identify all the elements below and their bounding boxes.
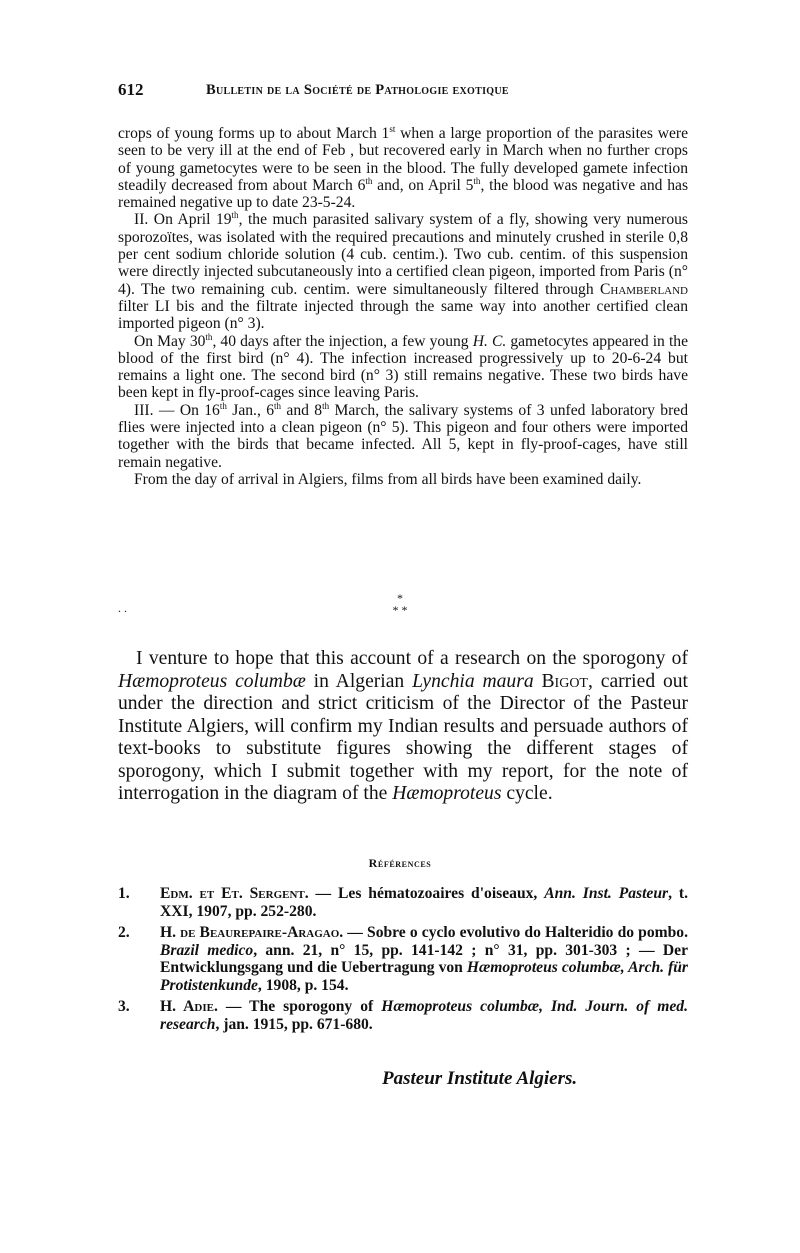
text-run: crops of young forms up to about March 1: [118, 125, 390, 142]
text-run: On May 30: [134, 332, 206, 350]
superscript: st: [389, 124, 396, 134]
section-separator: [0, 592, 800, 616]
text-run: cycle.: [501, 783, 553, 804]
text-run: , the blood was negative and has remained negative up to date 23-5-24.: [118, 176, 689, 212]
reference-text: — Les hématozoaires d'oiseaux,: [308, 885, 545, 902]
text-run: III. — On 16: [134, 401, 220, 419]
reference-journal: Brazil medico: [160, 941, 254, 959]
text-run: gametocytes appeared in the blood of the first bird (n° 4). The infection increased progressively up to 20-6-24 but remains a light one. The second bird (n° 3) still remains negative. These two birds have been kept in fly-proof-cages since leaving Paris.: [118, 332, 688, 402]
stray-dots: . .: [118, 601, 127, 615]
text-run: , carried out under the direction and strict criticism of the Director of the Pasteur Institute Algiers, will confirm my Indian results and persuade authors of text-books to substitute figures showing the different stages of sporogony, which I submit together with my report, for the note of interrogation in the diagram of the: [118, 670, 689, 804]
reference-item: [118, 924, 688, 994]
reference-journal: Hæmoproteus columbæ, Ind. Journ. of med. research: [160, 998, 689, 1033]
species-name: Hæmoproteus columbæ: [118, 670, 306, 692]
paragraph-3: [118, 333, 688, 402]
reference-item: [118, 885, 688, 920]
references-heading: Références: [368, 856, 432, 870]
text-run: when a large proportion of the parasites were seen to be very ill at the end of Feb , but recovered early in March when no further crops of young gametocytes were to be seen in the blood. The fully developed gamete infection steadily decreased from about March 6: [118, 125, 688, 194]
text-run: II. On April 19: [134, 211, 232, 229]
conclusion-section: [118, 648, 688, 806]
running-title: Bulletin de la Société de Pathologie exotique: [206, 82, 509, 98]
text-run: March, the salivary systems of 3 unfed laboratory bred flies were injected into a clean pigeon (n° 5). This pigeon and four others were imported together with the birds that became infected. All 5, kept in fly-proof-cages, have still remain negative.: [118, 401, 689, 471]
superscript: th: [219, 400, 227, 411]
reference-authors: H. Adie.: [160, 998, 218, 1015]
species-abbrev: H. C.: [472, 332, 507, 350]
main-text-section: [118, 125, 688, 488]
text-run: I venture to hope that this account of a research on the sporogony of: [136, 648, 688, 669]
text-run: , the much parasited salivary system of a fly, showing very numerous sporozoïtes, was isolated with the required precautions and minutely crushed in sterile 0,8 per cent sodium chloride solution (4 cub. centim.). Two cub. centim. of this suspension were directly injected subcutaneously into a certified clean pigeon, imported from Paris (n° 4). The two remaining cub. centim. were simultaneously filtered through: [118, 211, 688, 298]
reference-text: — Sobre o cyclo evolutivo do Halteridio do pombo.: [343, 924, 688, 941]
references-list: [118, 885, 688, 1037]
superscript: th: [473, 175, 481, 186]
superscript: th: [322, 400, 330, 411]
reference-authors: Edm. et Et. Sergent.: [160, 885, 309, 902]
reference-text: , ann. 21, n° 15, pp. 141-142 ; n° 31, pp. 301-303 ; — Der Entwicklungsgang und die Uebertragung von: [160, 941, 688, 976]
text-run: and 8: [281, 401, 323, 419]
reference-number: 1.: [118, 885, 130, 902]
running-header: [118, 80, 688, 104]
superscript: th: [205, 331, 213, 342]
reference-text: — The sporogony of: [217, 998, 382, 1015]
reference-text: , jan. 1915, pp. 671-680.: [215, 1015, 373, 1033]
paragraph-1: [118, 125, 688, 211]
superscript: th: [365, 175, 373, 186]
paragraph-5: From the day of arrival in Algiers, films from all birds have been examined daily.: [134, 470, 642, 488]
reference-text: , 1908, p. 154.: [257, 976, 349, 994]
species-name: Lynchia maura: [412, 670, 534, 692]
text-run: filter LI bis and the filtrate injected through the same way into another certified clean imported pigeon (n° 3).: [118, 297, 688, 333]
reference-item: [118, 998, 688, 1033]
asterisk-top: *: [397, 591, 403, 605]
asterisk-bottom: * *: [392, 603, 408, 617]
author-name: Bigot: [541, 670, 588, 692]
page-number: 612: [118, 80, 144, 99]
author-name: Chamberland: [599, 280, 688, 298]
text-run: Jan., 6: [226, 401, 275, 419]
genus-name: Hæmoproteus: [392, 783, 502, 804]
reference-text: , t. XXI, 1907, pp. 252-280.: [160, 885, 688, 920]
reference-authors: H. de Beaurepaire-Aragao.: [160, 924, 344, 941]
signature: Pasteur Institute Algiers.: [382, 1068, 578, 1089]
reference-journal: Ann. Inst. Pasteur: [544, 885, 669, 902]
paragraph-2: [118, 211, 688, 332]
text-run: in Algerian: [305, 670, 413, 692]
superscript: th: [231, 210, 239, 221]
text-run: and, on April 5: [372, 176, 474, 194]
text-run: , 40 days after the injection, a few young: [212, 332, 473, 350]
conclusion-paragraph: [118, 648, 688, 806]
paragraph-4: [118, 402, 688, 471]
reference-journal: Hæmoproteus columbæ, Arch. für Protistenkunde: [160, 959, 689, 994]
reference-number: 2.: [118, 924, 130, 941]
superscript: th: [274, 400, 282, 411]
reference-number: 3.: [118, 998, 130, 1015]
